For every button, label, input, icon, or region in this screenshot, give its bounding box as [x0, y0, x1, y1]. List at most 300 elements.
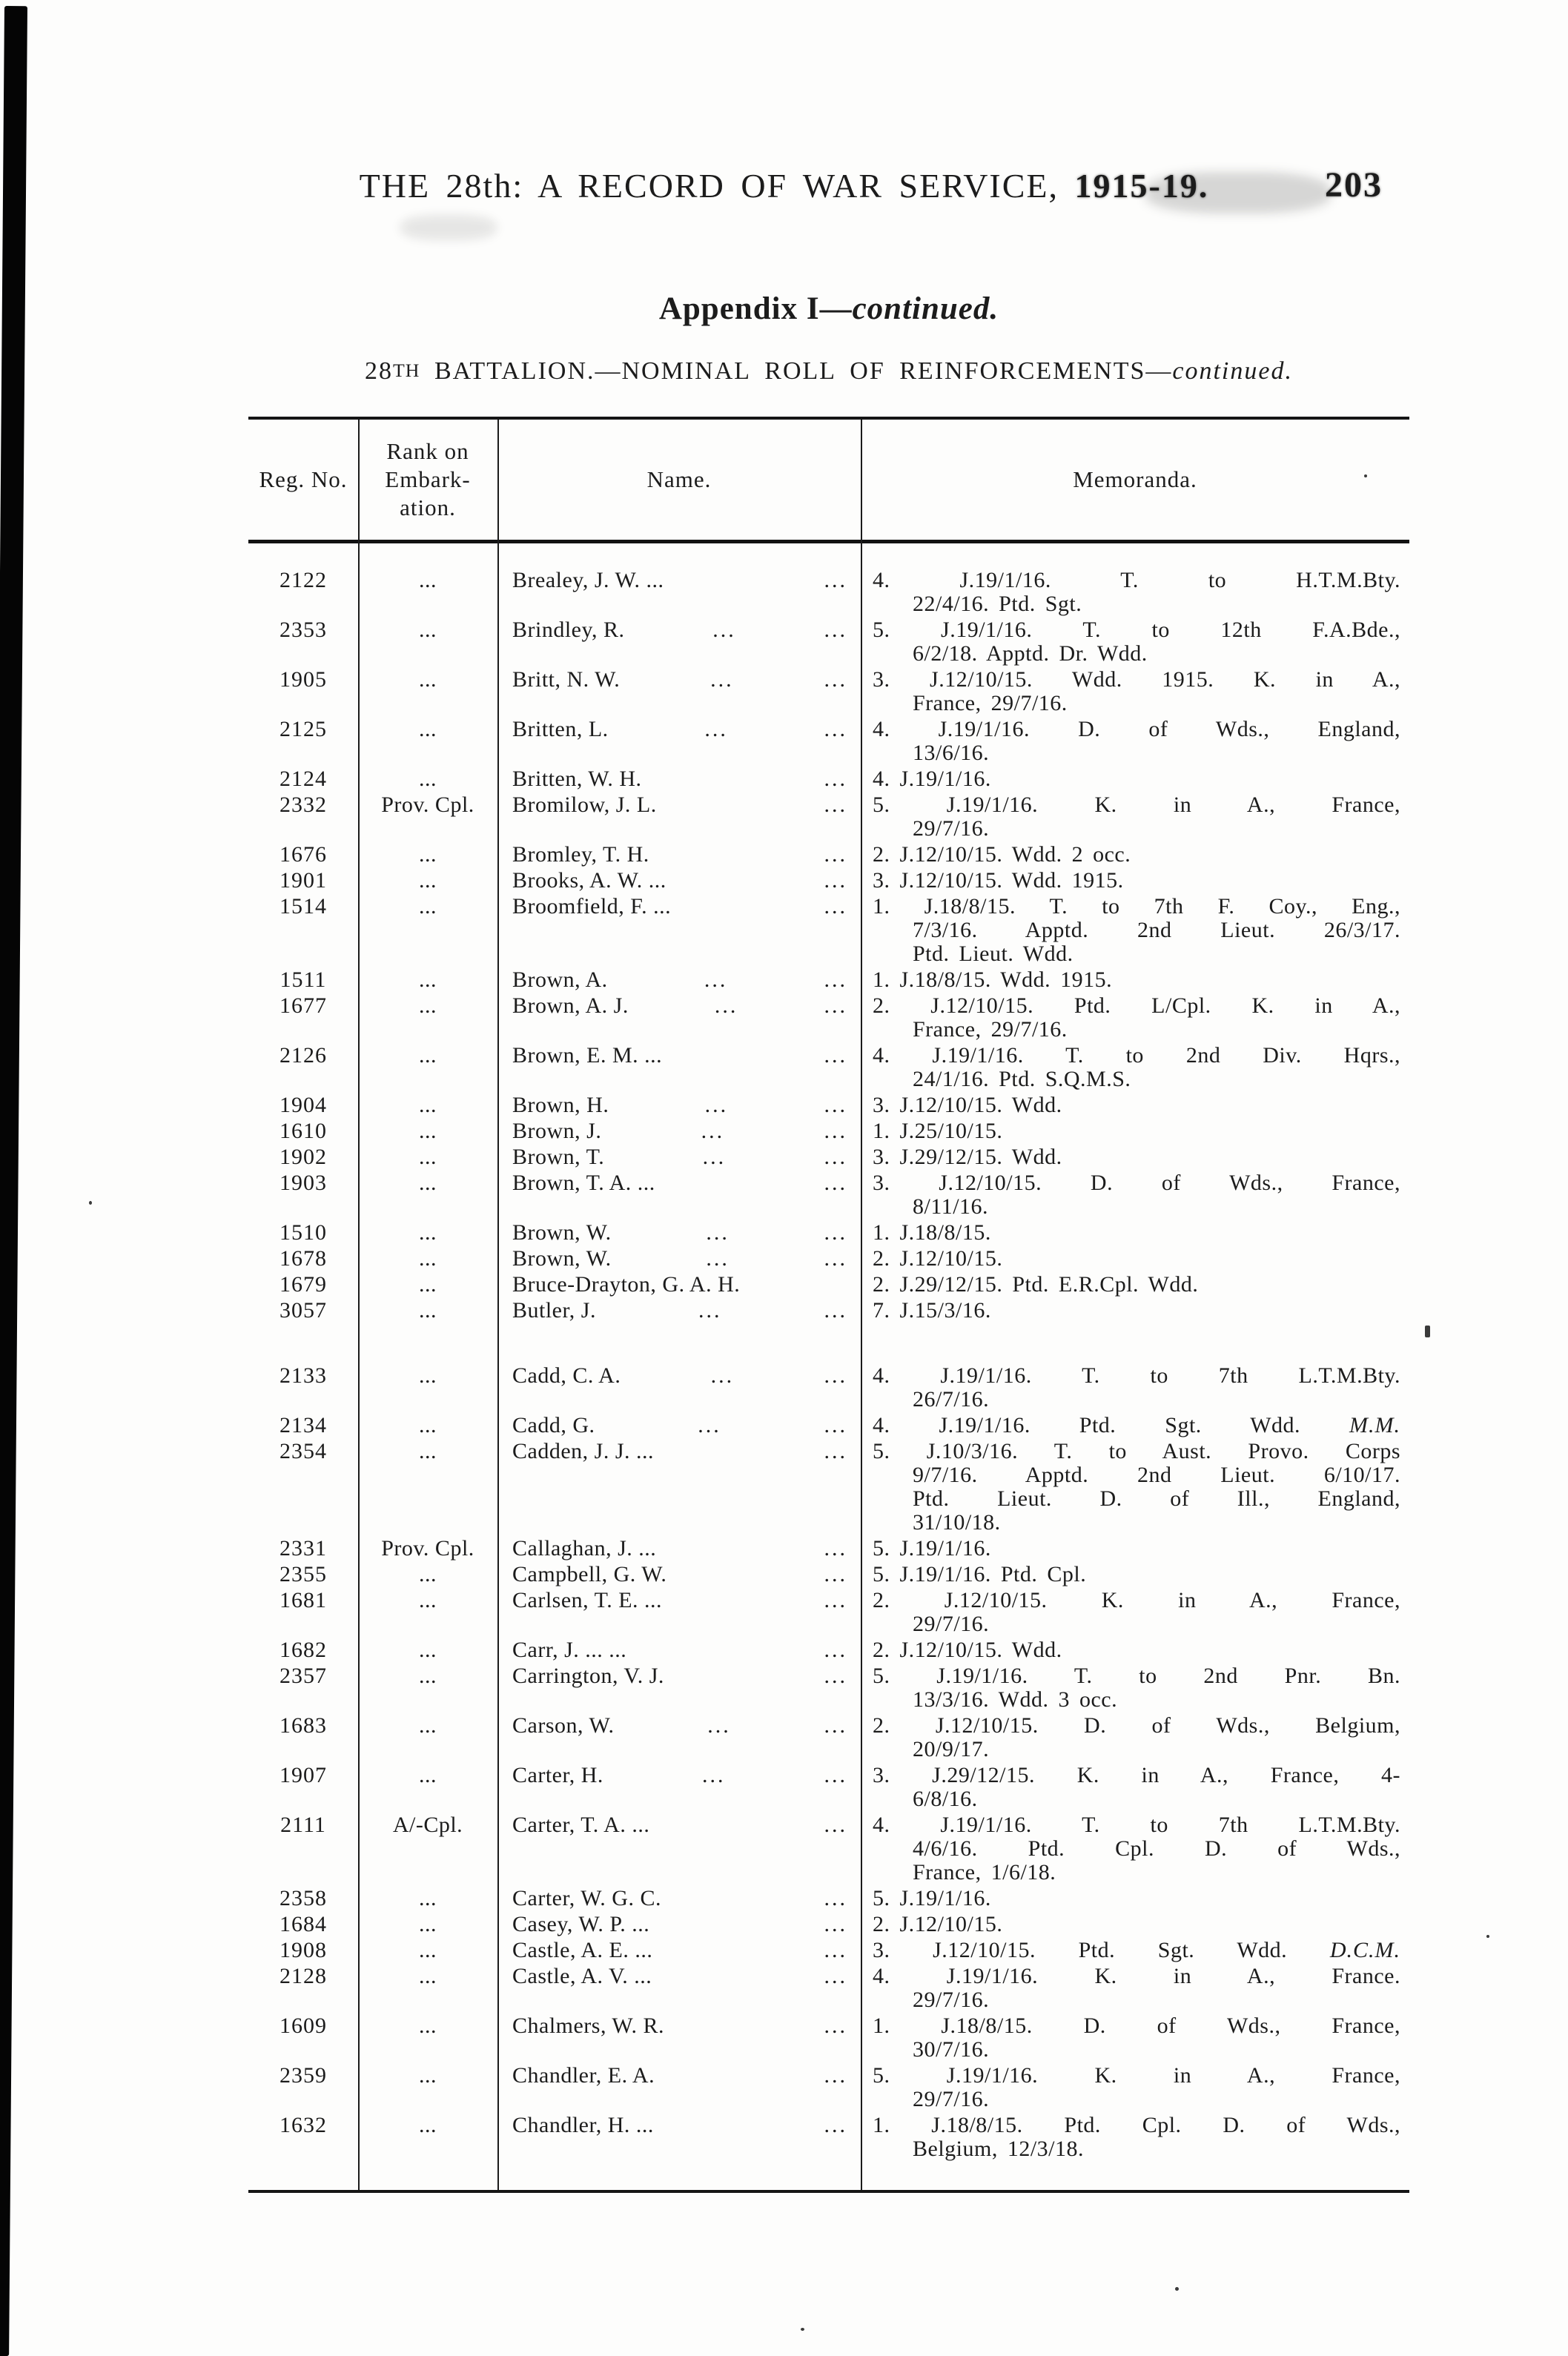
reg-no-cell: 2354: [279, 1439, 327, 1463]
dot-leader: ...: [824, 2113, 847, 2137]
scan-speck: [801, 2328, 804, 2331]
memoranda-cell: [861, 1965, 1409, 2012]
header-rank-line: Rank on: [386, 438, 469, 464]
rank-cell: ...: [419, 568, 437, 592]
reg-no-cell: 1678: [279, 1246, 327, 1271]
name-cell: [497, 1813, 861, 1885]
column-divider: [497, 420, 499, 2190]
memo-line: [873, 2038, 1400, 2062]
dot-leader: ...: [710, 1363, 735, 1388]
table-row: [248, 1145, 1409, 1169]
name-text: Carter, H.: [512, 1763, 603, 1787]
name-cell: [497, 1093, 861, 1117]
memo-line: [873, 1388, 1400, 1412]
memo-line: [873, 843, 1400, 867]
memo-text: 7. J.15/3/16.: [873, 1298, 991, 1323]
memo-text: 5. J.19/1/16. T. to 2nd Pnr. Bn.: [873, 1664, 1400, 1688]
memoranda-cell: [861, 994, 1409, 1042]
memoranda-cell: [861, 2114, 1409, 2161]
memo-line: [873, 1913, 1400, 1936]
reg-no-cell: 3057: [279, 1298, 327, 1323]
memo-line: [873, 1939, 1400, 1962]
memo-line: [873, 1273, 1400, 1297]
memo-text: 4. J.19/1/16. K. in A., France.: [873, 1964, 1400, 1988]
table-row: [248, 895, 1409, 966]
memo-line: [873, 1299, 1400, 1323]
memo-line: [873, 1764, 1400, 1787]
rank-cell: ...: [419, 618, 437, 642]
memo-line: [873, 1589, 1400, 1612]
memo-text: 6/2/18. Apptd. Dr. Wdd.: [913, 641, 1148, 666]
memo-line: [873, 741, 1400, 765]
memo-line: [873, 1714, 1400, 1738]
memo-line: [873, 642, 1400, 666]
memo-text: 5. J.19/1/16. K. in A., France,: [873, 792, 1400, 817]
memo-text: France, 29/7/16.: [913, 691, 1068, 715]
memoranda-cell: [861, 968, 1409, 992]
memo-line: [873, 767, 1400, 791]
name-text: Carr, J. ... ...: [512, 1638, 627, 1662]
name-text: Cadd, C. A.: [512, 1363, 621, 1388]
reg-no-cell: 1903: [279, 1171, 327, 1195]
name-text: Brown, W.: [512, 1246, 612, 1271]
memo-line: [873, 1837, 1400, 1861]
reg-no-cell: 2125: [279, 717, 327, 741]
memo-line: [873, 1813, 1400, 1837]
table-row: [248, 1221, 1409, 1245]
table-row: [248, 1044, 1409, 1091]
dot-leader: ...: [824, 2013, 847, 2038]
memo-line: [873, 2114, 1400, 2137]
rank-cell: ...: [419, 1886, 437, 1910]
name-cell: [497, 1273, 861, 1297]
name-text: Carlsen, T. E. ...: [512, 1588, 663, 1612]
memo-text: Belgium, 12/3/18.: [913, 2137, 1084, 2161]
name-cell: [497, 1913, 861, 1936]
dot-leader: ...: [698, 1413, 721, 1437]
table-row: [248, 1939, 1409, 1962]
memo-line: [873, 2014, 1400, 2038]
scan-speck: [1486, 1935, 1489, 1938]
memo-text: 4. J.19/1/16. T. to 7th L.T.M.Bty.: [873, 1813, 1400, 1837]
memo-line: [873, 718, 1400, 741]
reg-no-cell: 2111: [280, 1813, 326, 1837]
name-cell: [497, 1638, 861, 1662]
table-row: [248, 2064, 1409, 2111]
memo-line: [873, 2137, 1400, 2161]
memo-text: 5. J.19/1/16. T. to 12th F.A.Bde.,: [873, 618, 1400, 642]
memo-line: [873, 2064, 1400, 2088]
memo-line: [873, 1612, 1400, 1636]
header-rank-line: Embark-: [385, 466, 471, 492]
memo-text: 3. J.12/10/15. Wdd. 1915. K. in A.,: [873, 667, 1400, 692]
memo-text: 5. J.19/1/16. Ptd. Cpl.: [873, 1562, 1087, 1586]
table-row: [248, 1247, 1409, 1271]
memo-text: 20/9/17.: [913, 1737, 990, 1761]
ink-smudge: [400, 215, 497, 240]
memo-line: [873, 1638, 1400, 1662]
rank-cell: ...: [419, 717, 437, 741]
memo-line: [873, 1988, 1400, 2012]
memo-line: [873, 793, 1400, 817]
memo-line: [873, 1738, 1400, 1761]
name-cell: [497, 1887, 861, 1910]
name-text: Brooks, A. W. ...: [512, 868, 666, 893]
dot-leader: ...: [824, 1713, 847, 1738]
appendix-heading-main: Appendix I—: [658, 291, 853, 326]
rank-cell: ...: [419, 1413, 437, 1437]
name-text: Carrington, V. J.: [512, 1664, 664, 1688]
memo-text: 5. J.19/1/16. K. in A., France,: [873, 2063, 1400, 2088]
rank-cell: ...: [419, 894, 437, 919]
memo-text: 4. J.19/1/16. D. of Wds., England,: [873, 717, 1400, 741]
column-divider: [861, 420, 862, 2190]
memo-line: [873, 1018, 1400, 1042]
dot-leader: ...: [704, 717, 728, 741]
dot-leader: ...: [824, 1638, 847, 1662]
memo-text: 26/7/16.: [913, 1387, 990, 1412]
reg-no-cell: 1632: [279, 2113, 327, 2137]
memo-text: 2. J.12/10/15. K. in A., France,: [873, 1588, 1400, 1612]
table-row: [248, 1638, 1409, 1662]
memo-text: 2. J.12/10/15. Wdd.: [873, 1638, 1062, 1662]
rank-cell: ...: [419, 967, 437, 992]
dot-leader: ...: [824, 1413, 847, 1437]
scan-speck: [1175, 2287, 1179, 2291]
table-row: [248, 1171, 1409, 1219]
dot-leader: ...: [824, 1938, 847, 1962]
dot-leader: ...: [824, 792, 847, 817]
rank-cell: ...: [419, 1588, 437, 1612]
table-row: [248, 1965, 1409, 2012]
memoranda-cell: [861, 843, 1409, 867]
award-abbr: M.M.: [1349, 1413, 1400, 1437]
rank-cell: ...: [419, 1246, 437, 1271]
dot-leader: ...: [701, 1763, 726, 1787]
name-text: Broomfield, F. ...: [512, 894, 672, 919]
reg-no-cell: 1902: [279, 1145, 327, 1169]
name-cell: [497, 1364, 861, 1412]
memoranda-cell: [861, 1638, 1409, 1662]
name-cell: [497, 1939, 861, 1962]
memo-text: 5. J.19/1/16.: [873, 1886, 991, 1910]
table-row: [248, 1589, 1409, 1636]
table-row: [248, 668, 1409, 715]
memo-line: [873, 817, 1400, 841]
rank-cell: ...: [419, 1562, 437, 1586]
table-row: [248, 1887, 1409, 1910]
memoranda-cell: [861, 1764, 1409, 1811]
reg-no-cell: 1511: [279, 967, 327, 992]
memo-text: 4. J.19/1/16. T. to 7th L.T.M.Bty.: [873, 1363, 1400, 1388]
name-cell: [497, 569, 861, 616]
section-heading-text: BATTALION.—NOMINAL ROLL OF REINFORCEMENTS—: [420, 357, 1173, 385]
rank-cell: ...: [419, 1093, 437, 1117]
dot-leader: ...: [712, 618, 736, 642]
name-cell: [497, 618, 861, 666]
rank-cell: ...: [419, 2063, 437, 2088]
memo-line: [873, 1093, 1400, 1117]
award-abbr: D.C.M.: [1329, 1938, 1400, 1962]
table-row: [248, 1299, 1409, 1323]
memo-text: 29/7/16.: [913, 1612, 990, 1636]
memoranda-cell: [861, 718, 1409, 765]
table-row: [248, 1913, 1409, 1936]
rank-cell: ...: [419, 1938, 437, 1962]
dot-leader: ...: [824, 717, 847, 741]
memoranda-cell: [861, 1414, 1409, 1437]
memoranda-cell: [861, 1171, 1409, 1219]
name-cell: [497, 1440, 861, 1535]
memo-line: [873, 1463, 1400, 1487]
rank-cell: ...: [419, 1119, 437, 1143]
memo-text: 13/3/16. Wdd. 3 occ.: [913, 1687, 1118, 1712]
rank-cell: ...: [419, 1363, 437, 1388]
scan-speck: [1425, 1326, 1430, 1337]
name-text: Bromley, T. H.: [512, 842, 649, 867]
memo-line: [873, 1414, 1400, 1437]
table-header-row: [248, 420, 1409, 543]
dot-leader: ...: [824, 1093, 847, 1117]
name-text: Cadden, J. J. ...: [512, 1439, 654, 1463]
reg-no-cell: 1682: [279, 1638, 327, 1662]
table-row: [248, 869, 1409, 893]
memo-text: 2. J.12/10/15.: [873, 1246, 1003, 1271]
name-cell: [497, 2014, 861, 2062]
table-row: [248, 1537, 1409, 1561]
rank-cell: ...: [419, 767, 437, 791]
name-text: Chandler, E. A.: [512, 2063, 655, 2088]
dot-leader: ...: [824, 1536, 847, 1561]
memo-text: 3. J.12/10/15. D. of Wds., France,: [873, 1171, 1400, 1195]
memo-line: [873, 968, 1400, 992]
memoranda-cell: [861, 1273, 1409, 1297]
rank-cell: ...: [419, 667, 437, 692]
reg-no-cell: 2126: [279, 1043, 327, 1068]
name-cell: [497, 1414, 861, 1437]
appendix-heading-continued: continued.: [852, 291, 999, 326]
name-cell: [497, 1965, 861, 2012]
name-text: Castle, A. E. ...: [512, 1938, 653, 1962]
battalion-ordinal: TH: [393, 359, 420, 381]
reg-no-cell: 1905: [279, 667, 327, 692]
memo-line: [873, 1688, 1400, 1712]
memo-text: 22/4/16. Ptd. Sgt.: [913, 592, 1082, 616]
memo-line: [873, 692, 1400, 715]
dot-leader: ...: [701, 1119, 725, 1143]
name-cell: [497, 968, 861, 992]
table-row: [248, 569, 1409, 616]
name-text: Carter, T. A. ...: [512, 1813, 650, 1837]
memo-text: 9/7/16. Apptd. 2nd Lieut. 6/10/17.: [913, 1463, 1400, 1487]
name-text: Britt, N. W.: [512, 667, 621, 692]
section-heading: [248, 357, 1409, 386]
dot-leader: ...: [824, 568, 847, 592]
rank-cell: ...: [419, 1043, 437, 1068]
table-row: [248, 1714, 1409, 1761]
name-cell: [497, 1563, 861, 1586]
memo-text: 1. J.18/8/15.: [873, 1220, 991, 1245]
table-row: [248, 1414, 1409, 1437]
memoranda-cell: [861, 1939, 1409, 1962]
reg-no-cell: 1908: [279, 1938, 327, 1962]
dot-leader: ...: [824, 894, 847, 919]
memoranda-cell: [861, 1813, 1409, 1885]
column-divider: [358, 420, 360, 2190]
memo-line: [873, 1664, 1400, 1688]
memo-text: 2. J.29/12/15. Ptd. E.R.Cpl. Wdd.: [873, 1272, 1199, 1297]
reg-no-cell: 1684: [279, 1912, 327, 1936]
memo-line: [873, 994, 1400, 1018]
dot-leader: ...: [698, 1298, 722, 1323]
rank-cell: ...: [419, 993, 437, 1018]
header-name: Name.: [646, 466, 712, 492]
name-cell: [497, 843, 861, 867]
memo-text: 5. J.19/1/16.: [873, 1536, 991, 1561]
name-text: Bromilow, J. L.: [512, 792, 657, 817]
name-cell: [497, 1171, 861, 1219]
memo-text: 4. J.19/1/16. Ptd. Sgt. Wdd.: [873, 1413, 1301, 1437]
memo-line: [873, 869, 1400, 893]
memoranda-cell: [861, 1664, 1409, 1712]
table-row: [248, 1563, 1409, 1586]
memoranda-cell: [861, 2064, 1409, 2111]
table-row: [248, 793, 1409, 841]
memo-text: 1. J.18/8/15. T. to 7th F. Coy., Eng.,: [873, 894, 1400, 919]
memoranda-cell: [861, 618, 1409, 666]
memo-text: 3. J.12/10/15. Wdd. 1915.: [873, 868, 1124, 893]
book-gutter-shadow: [0, 6, 27, 2356]
memoranda-cell: [861, 1119, 1409, 1143]
memo-text: France, 1/6/18.: [913, 1860, 1056, 1885]
name-text: Butler, J.: [512, 1298, 596, 1323]
memo-line: [873, 1119, 1400, 1143]
memo-text: 4/6/16. Ptd. Cpl. D. of Wds.,: [913, 1836, 1400, 1861]
dot-leader: ...: [706, 1220, 730, 1245]
name-cell: [497, 668, 861, 715]
dot-leader: ...: [702, 1145, 727, 1169]
table-row: [248, 718, 1409, 765]
table-row: [248, 2014, 1409, 2062]
memo-text: 4. J.19/1/16. T. to H.T.M.Bty.: [873, 568, 1400, 592]
dot-leader: ...: [714, 993, 738, 1018]
name-cell: [497, 1764, 861, 1811]
memoranda-cell: [861, 1299, 1409, 1323]
reg-no-cell: 1907: [279, 1763, 327, 1787]
appendix-heading: [248, 291, 1409, 327]
rank-cell: ...: [419, 1713, 437, 1738]
memo-line: [873, 1195, 1400, 1219]
memo-text: Ptd. Lieut. Wdd.: [913, 942, 1074, 966]
memo-text: 2. J.12/10/15. Ptd. L/Cpl. K. in A.,: [873, 993, 1400, 1018]
memoranda-cell: [861, 1589, 1409, 1636]
memo-text: 24/1/16. Ptd. S.Q.M.S.: [913, 1067, 1131, 1091]
memo-line: [873, 1145, 1400, 1169]
memo-text: 3. J.29/12/15. K. in A., France, 4-: [873, 1763, 1400, 1787]
reg-no-cell: 2332: [279, 792, 327, 817]
rank-cell: Prov. Cpl.: [381, 792, 474, 817]
header-memoranda: Memoranda.: [1073, 466, 1197, 492]
dot-leader: ...: [824, 842, 847, 867]
table-row: [248, 1093, 1409, 1117]
memo-line: [873, 1044, 1400, 1068]
name-cell: [497, 767, 861, 791]
table-body: [248, 543, 1409, 2188]
dot-leader: ...: [824, 1298, 847, 1323]
reg-no-cell: 1681: [279, 1588, 327, 1612]
memo-text: 3. J.12/10/15. Ptd. Sgt. Wdd.: [873, 1938, 1288, 1962]
name-text: Casey, W. P. ...: [512, 1912, 650, 1936]
reg-no-cell: 2133: [279, 1363, 327, 1388]
memoranda-cell: [861, 793, 1409, 841]
rank-cell: ...: [419, 1298, 437, 1323]
memo-text: 3. J.29/12/15. Wdd.: [873, 1145, 1062, 1169]
rank-cell: ...: [419, 868, 437, 893]
dot-leader: ...: [710, 667, 734, 692]
dot-leader: ...: [704, 1093, 729, 1117]
memoranda-cell: [861, 895, 1409, 966]
memoranda-cell: [861, 1887, 1409, 1910]
reg-no-cell: 1610: [279, 1119, 327, 1143]
memo-line: [873, 919, 1400, 942]
name-cell: [497, 1537, 861, 1561]
memo-line: [873, 895, 1400, 919]
table-row: [248, 1440, 1409, 1535]
table-row: [248, 618, 1409, 666]
name-cell: [497, 1589, 861, 1636]
memoranda-cell: [861, 569, 1409, 616]
dot-leader: ...: [824, 1246, 847, 1271]
memo-line: [873, 1440, 1400, 1463]
memo-text: 8/11/16.: [913, 1194, 989, 1219]
table-row: [248, 1664, 1409, 1712]
name-cell: [497, 994, 861, 1042]
dot-leader: ...: [824, 1562, 847, 1586]
dot-leader: ...: [824, 1912, 847, 1936]
reg-no-cell: 2355: [279, 1562, 327, 1586]
memo-line: [873, 1861, 1400, 1885]
reg-no-cell: 1677: [279, 993, 327, 1018]
memo-text: 7/3/16. Apptd. 2nd Lieut. 26/3/17.: [913, 918, 1400, 942]
memo-line: [873, 1221, 1400, 1245]
name-text: Campbell, G. W.: [512, 1562, 667, 1586]
name-text: Brown, A.: [512, 967, 608, 992]
memoranda-cell: [861, 668, 1409, 715]
rank-cell: A/-Cpl.: [392, 1813, 463, 1837]
memo-line: [873, 618, 1400, 642]
memo-text: Ptd. Lieut. D. of Ill., England,: [913, 1486, 1400, 1511]
memo-line: [873, 1563, 1400, 1586]
reg-no-cell: 1901: [279, 868, 327, 893]
name-text: Chandler, H. ...: [512, 2113, 654, 2137]
dot-leader: ...: [824, 1763, 847, 1787]
dot-leader: ...: [824, 1363, 847, 1388]
name-text: Brown, A. J.: [512, 993, 629, 1018]
dot-leader: ...: [824, 1439, 847, 1463]
rank-cell: ...: [419, 1664, 437, 1688]
reg-no-cell: 2122: [279, 568, 327, 592]
name-cell: [497, 1221, 861, 1245]
memoranda-cell: [861, 1440, 1409, 1535]
name-cell: [497, 1664, 861, 1712]
memo-text: 2. J.12/10/15. Wdd. 2 occ.: [873, 842, 1131, 867]
reg-no-cell: 2134: [279, 1413, 327, 1437]
memo-text: 1. J.25/10/15.: [873, 1119, 1003, 1143]
memoranda-cell: [861, 1364, 1409, 1412]
name-text: Britten, W. H.: [512, 767, 642, 791]
rank-cell: Prov. Cpl.: [381, 1536, 474, 1561]
memoranda-cell: [861, 1247, 1409, 1271]
